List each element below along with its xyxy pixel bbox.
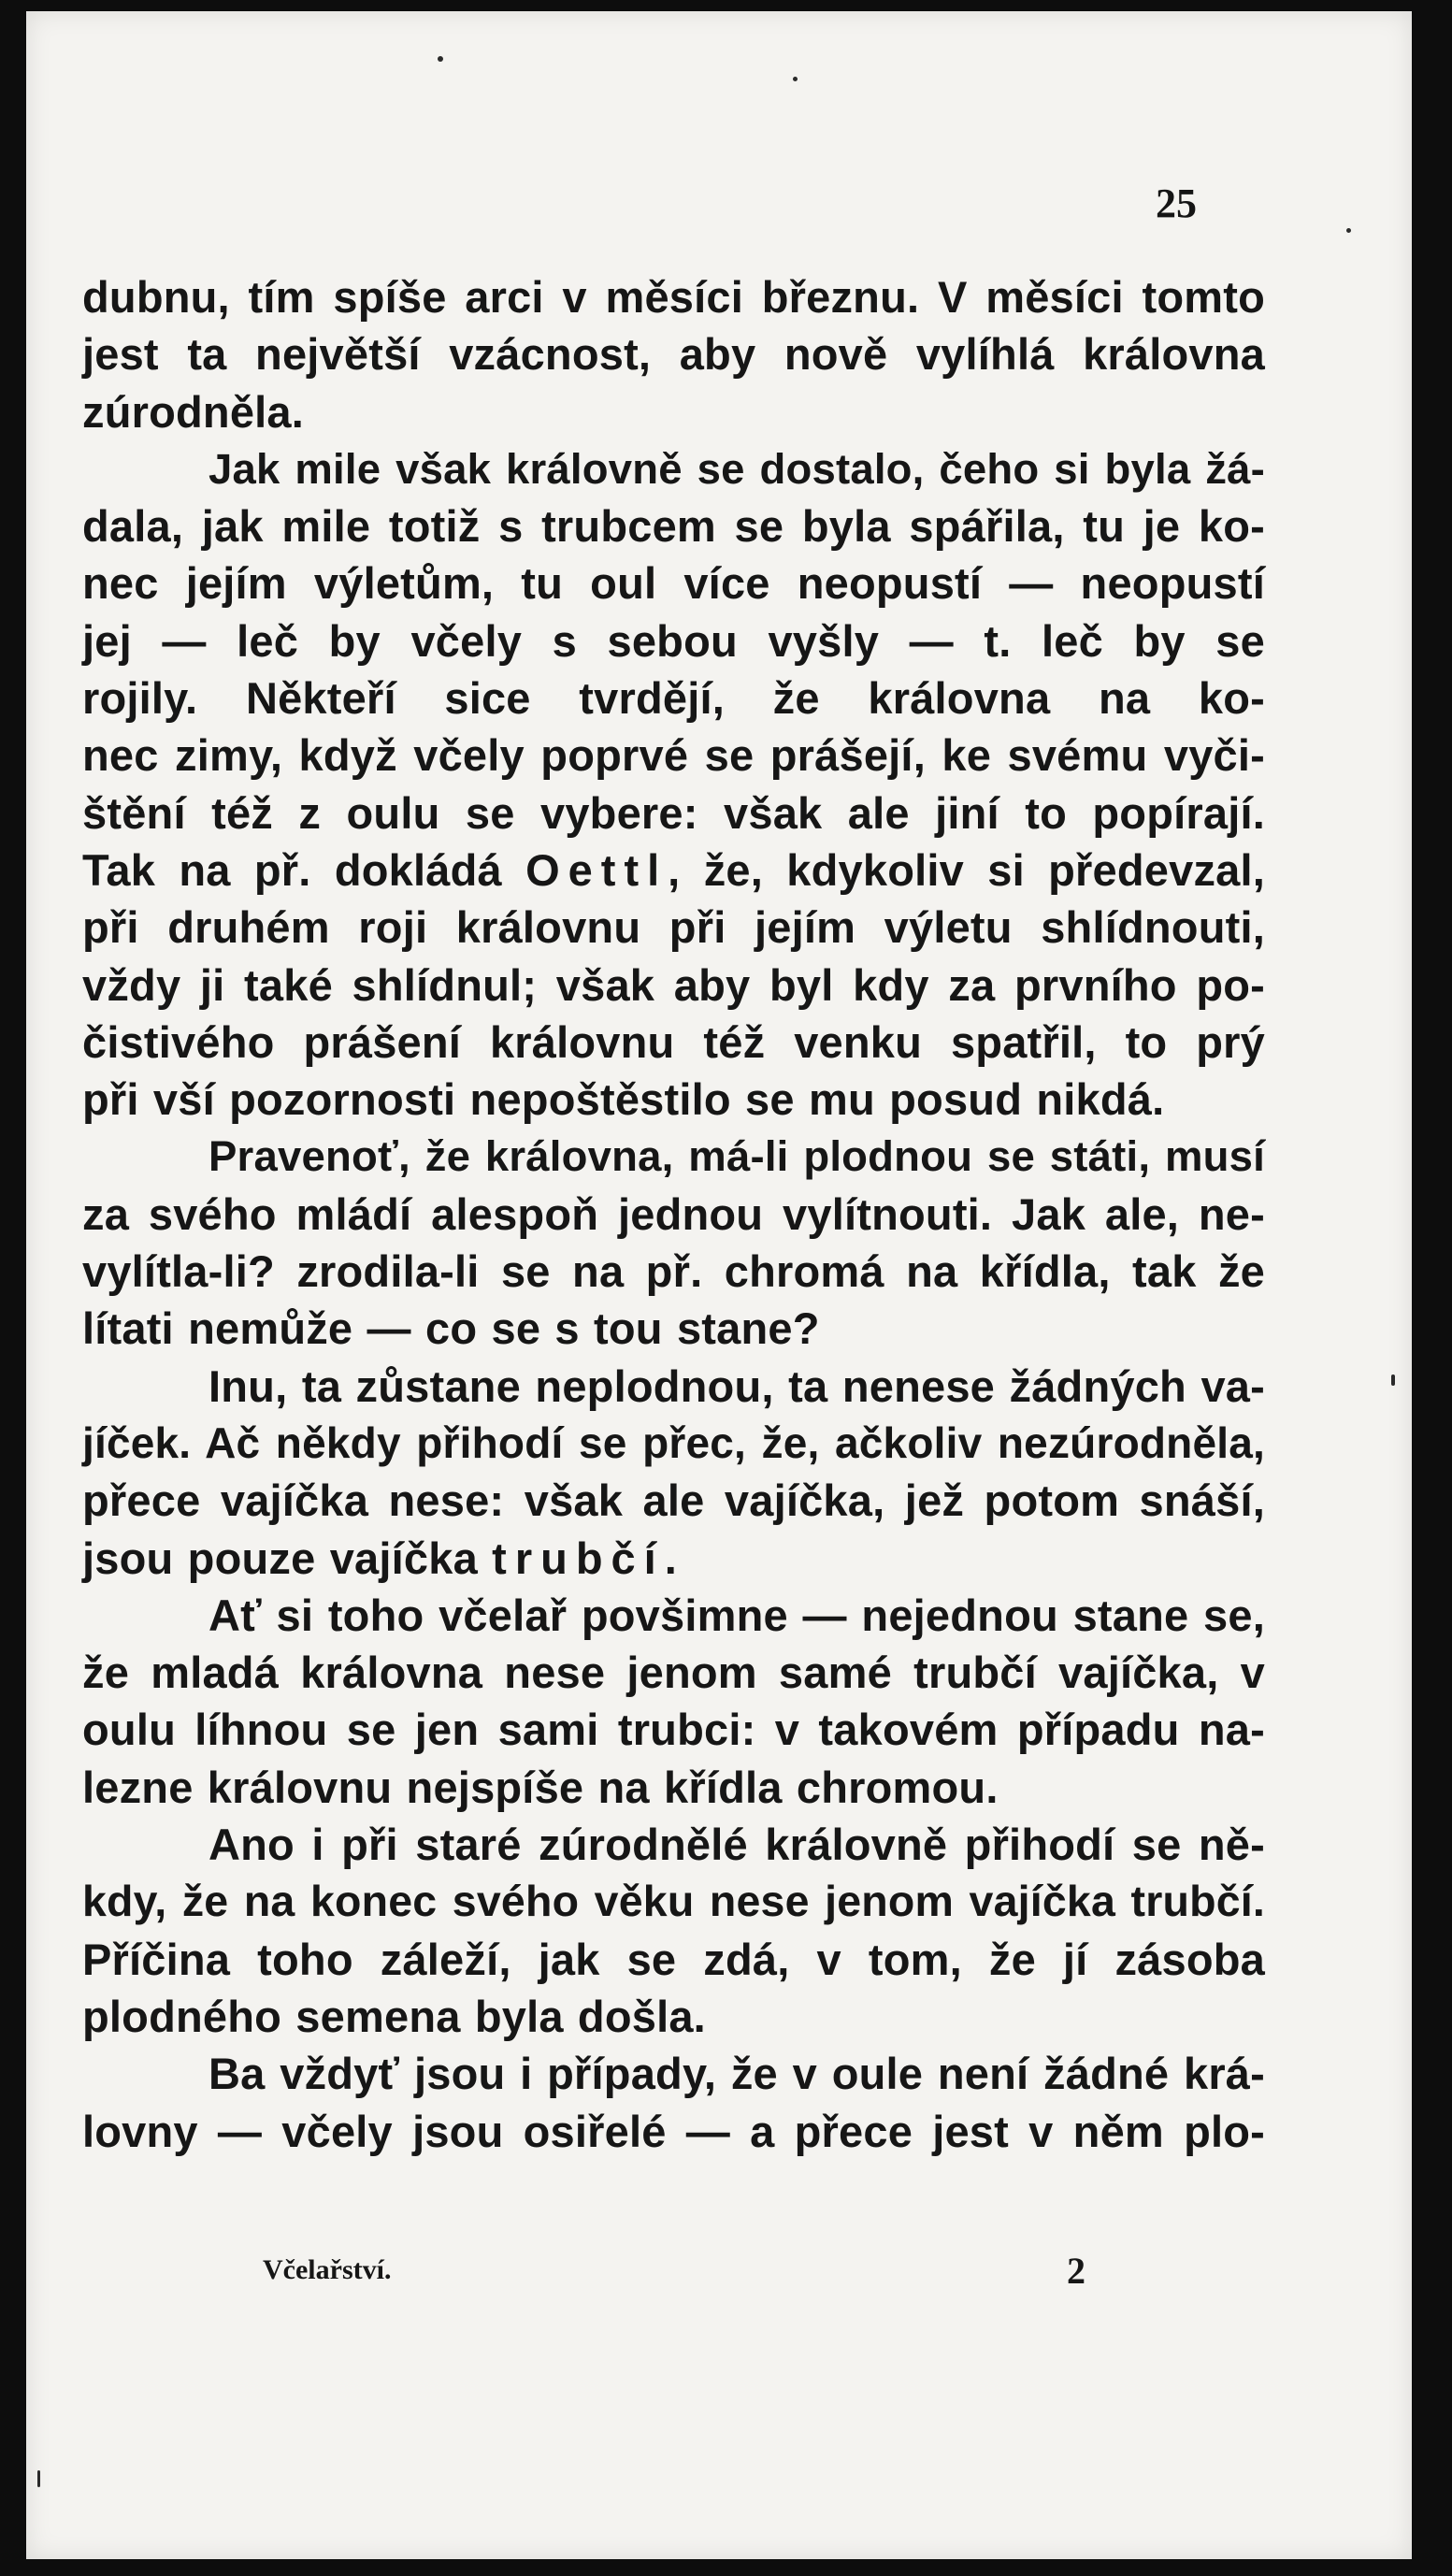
text-line: Inu, ta zůstane neplodnou, ta nenese žádných va- <box>208 1360 1265 1411</box>
text-line: Tak na př. dokládá Oettl, že, kdykoliv si předevzal, <box>82 844 1265 895</box>
text-line: Ba vždyť jsou i případy, že v oule není žádné krá- <box>208 2049 1265 2099</box>
text-line: lezne královnu nejspíše na křídla chromou. <box>82 1762 999 1812</box>
text-line: kdy, že na konec svého věku nese jenom vajíčka trubčí. <box>82 1877 1265 1926</box>
text-line: oulu líhnou se jen sami trubci: v takovém případu na- <box>82 1705 1265 1755</box>
text-line: dubnu, tím spíše arci v měsíci březnu. V měsíci tomto <box>82 272 1265 322</box>
text-line: jíček. Ač někdy přihodí se přec, že, ačkoliv nezúrodněla, <box>82 1418 1265 1467</box>
text-line: Příčina toho záleží, jak se zdá, v tom, že jí zásoba <box>82 1934 1265 1984</box>
text-line: Pravenoť, že královna, má-li plodnou se státi, musí <box>208 1132 1265 1181</box>
footer-title: Včelařství. <box>263 2254 392 2285</box>
text-line: dala, jak mile totiž s trubcem se byla spářila, tu je ko- <box>82 501 1265 552</box>
page-number: 25 <box>1156 180 1197 226</box>
text-line: lítati nemůže — co se s tou stane? <box>82 1303 820 1354</box>
page-footer <box>263 2251 1085 2297</box>
text-line: vždy ji také shlídnul; však aby byl kdy za prvního po- <box>82 959 1265 1010</box>
speck <box>37 2470 40 2487</box>
text-line: čistivého prášení královnu též venku spatřil, to prý <box>82 1016 1265 1067</box>
scanned-page <box>26 11 1412 2559</box>
text-line: Jak mile však královně se dostalo, čeho si byla žá- <box>208 444 1265 493</box>
text-line: zúrodněla. <box>82 386 305 437</box>
emphasized-word: Oettl <box>525 844 668 895</box>
text-line: plodného semena byla došla. <box>82 1991 706 2041</box>
text-line: lovny — včely jsou osiřelé — a přece jest v něm plo- <box>82 2106 1265 2156</box>
speck <box>793 77 798 81</box>
text-line: při vší pozornosti nepoštěstilo se mu posud nikdá. <box>82 1074 1165 1125</box>
body-text <box>82 268 1265 2160</box>
text-line: nec jejím výletům, tu oul více neopustí — neopustí <box>82 558 1265 609</box>
text-line: za svého mládí alespoň jednou vylítnouti. Jak ale, ne- <box>82 1188 1265 1239</box>
emphasized-word: trubčí. <box>492 1533 685 1583</box>
text-line: nec zimy, když včely poprvé se prášejí, ke svému vyči- <box>82 730 1265 781</box>
text-line: vylítla-li? zrodila-li se na př. chromá na křídla, tak že <box>82 1246 1265 1297</box>
signature-mark: 2 <box>1067 2250 1085 2292</box>
text-line: Ať si toho včelař povšimne — nejednou stane se, <box>208 1590 1265 1640</box>
text-line: jej — leč by včely s sebou vyšly — t. leč by se <box>82 615 1265 666</box>
speck <box>438 56 443 62</box>
text-line: při druhém roji královnu při jejím výletu shlídnouti, <box>82 902 1265 953</box>
text-line: přece vajíčka nese: však ale vajíčka, jež potom snáší, <box>82 1475 1265 1526</box>
text-line: štění též z oulu se vybere: však ale jiní to popírají. <box>82 787 1265 838</box>
speck <box>1346 228 1351 233</box>
text-line: jsou pouze vajíčka trubčí. <box>82 1533 685 1583</box>
speck <box>1391 1374 1395 1386</box>
text-line: že mladá královna nese jenom samé trubčí vajíčka, v <box>82 1648 1265 1698</box>
text-line: rojily. Někteří sice tvrdějí, že královna na ko- <box>82 673 1265 724</box>
text-line: jest ta největší vzácnost, aby nově vylíhlá královna <box>82 329 1265 380</box>
text-line: Ano i při staré zúrodnělé královně přihodí se ně- <box>208 1820 1265 1870</box>
